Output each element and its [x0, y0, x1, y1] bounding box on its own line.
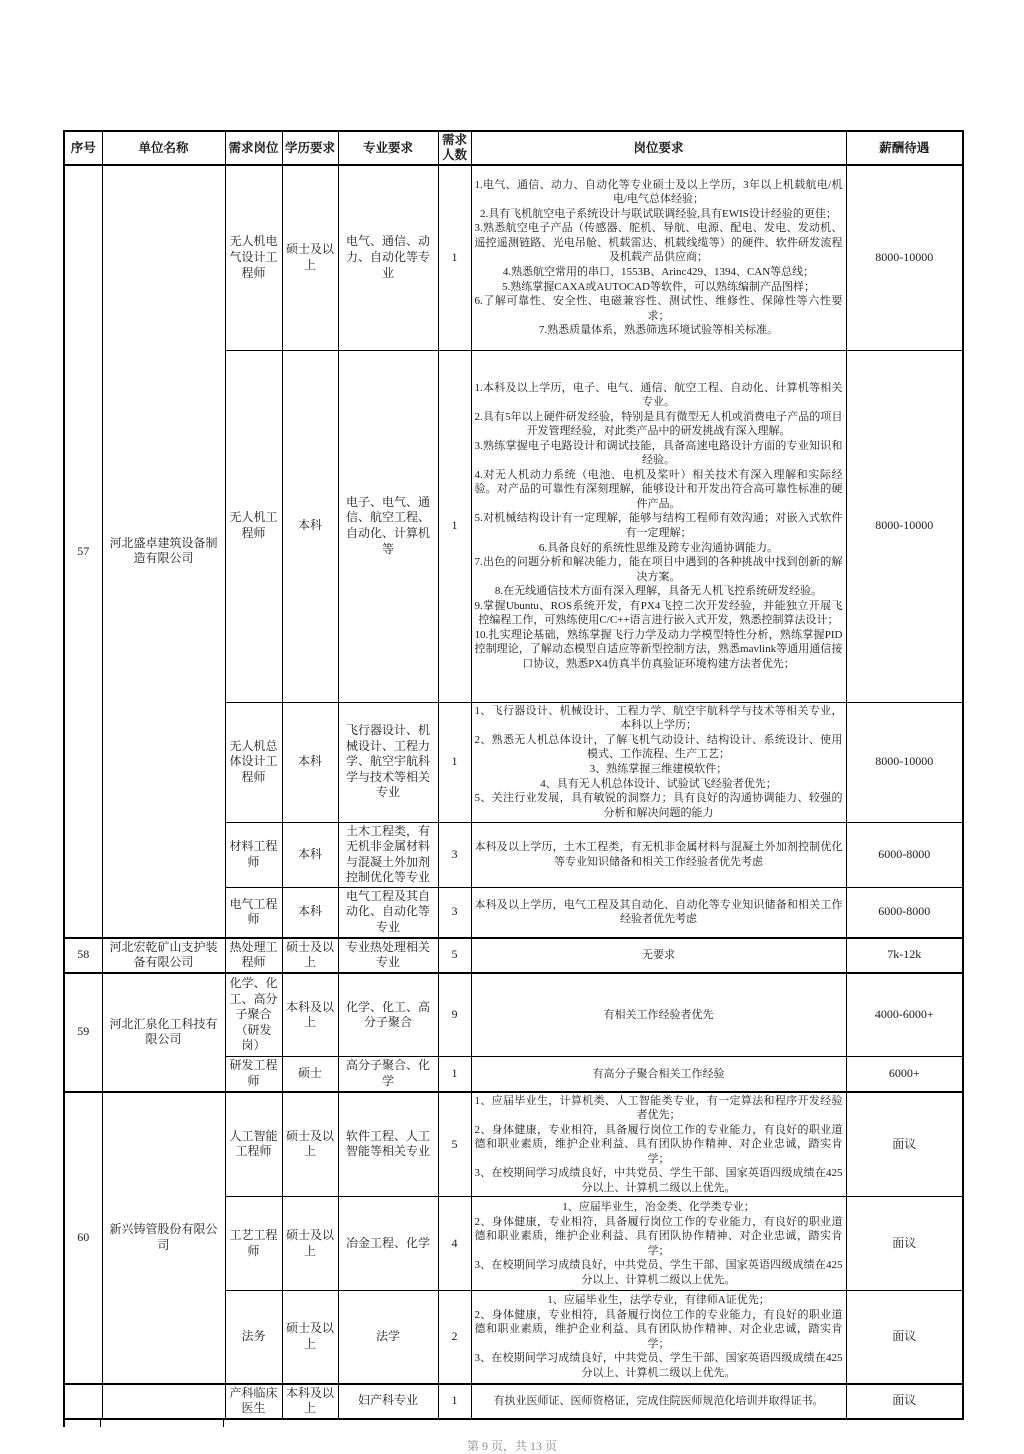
requirement-paragraph: 2、身体健康，专业相符，具备履行岗位工作的专业能力，有良好的职业道德和职业素质，维护企业利益、具有团队协作精神、对企业忠诚，踏实肯学；	[474, 1215, 843, 1257]
major-cell: 专业热处理相关专业	[338, 938, 438, 973]
requirement-paragraph: 4、具有无人机总体设计、试验试飞经验者优先；	[540, 777, 777, 790]
requirement-paragraph: 5.熟练掌握CAXA或AUTOCAD等软件，可以熟练编制产品图样；	[502, 280, 815, 293]
requirements-cell	[471, 350, 846, 702]
company-number-cell	[64, 1384, 102, 1419]
requirement-paragraph: 4.熟悉航空常用的串口、1553B、Arinc429、1394、CAN等总线；	[502, 266, 815, 278]
requirements-cell	[471, 165, 846, 350]
requirements-cell	[471, 1197, 846, 1291]
company-name-cell: 河北宏乾矿山支护装备有限公司	[102, 938, 225, 973]
major-cell: 土木工程类，有无机非金属材料与混凝土外加剂控制优化等专业	[338, 822, 438, 887]
headcount-cell: 5	[438, 938, 471, 973]
major-cell: 法学	[338, 1291, 438, 1384]
headcount-cell: 1	[438, 350, 471, 702]
position-row	[64, 973, 963, 1057]
education-cell: 本科及以上	[282, 973, 338, 1057]
requirements-cell	[471, 1057, 846, 1092]
requirement-paragraph: 6.了解可靠性、安全性、电磁兼容性、测试性、维修性、保障性等六性要求；	[474, 295, 843, 322]
salary-cell: 8000-10000	[846, 702, 963, 822]
position-row	[64, 1384, 963, 1419]
header-cell: 需求人数	[438, 131, 471, 165]
requirement-paragraph: 10.扎实理论基础，熟练掌握飞行力学及动力学模型特性分析，熟练掌握PID控制理论，了解动态模型自适应等新型控制方法，熟悉mavlink等通用通信接口协议，熟悉PX4仿真半仿真验证环境构建方法者优先；	[474, 628, 843, 670]
headcount-cell: 9	[438, 973, 471, 1057]
requirements-cell	[471, 822, 846, 887]
requirement-paragraph: 2、熟悉无人机总体设计，了解飞机气动设计、结构设计、系统设计、使用模式、工作流程、生产工艺；	[474, 733, 843, 761]
page-footer: 第 9 页，共 13 页	[466, 1439, 557, 1453]
position-title-cell: 无人机电气设计工程师	[225, 165, 282, 350]
table-continuation	[63, 1420, 962, 1429]
headcount-cell: 1	[438, 1057, 471, 1092]
company-number-cell: 60	[64, 1092, 102, 1384]
education-cell: 硕士及以上	[282, 1291, 338, 1384]
requirements-cell	[471, 1384, 846, 1419]
requirements-cell	[471, 1092, 846, 1197]
company-number-cell: 58	[64, 938, 102, 973]
requirement-paragraph: 有相关工作经验者优先	[603, 1008, 714, 1021]
salary-cell: 8000-10000	[846, 350, 963, 702]
salary-cell: 面议	[846, 1291, 963, 1384]
education-cell: 本科	[282, 822, 338, 887]
position-row	[64, 938, 963, 973]
requirement-paragraph: 3、在校期间学习成绩良好，中共党员、学生干部、国家英语四级成绩在425分以上、计算机二级以上优先。	[474, 1167, 843, 1194]
company-name-cell: 河北盛卓建筑设备制造有限公司	[102, 165, 225, 938]
requirement-paragraph: 9.掌握Ubuntu、ROS系统开发，有PX4飞控二次开发经验，并能独立开展飞控编程工作，可熟练使用C/C++语言进行嵌入式开发，熟悉控制算法设计；	[474, 599, 843, 627]
requirement-paragraph: 4.对无人机动力系统（电池、电机及桨叶）相关技术有深入理解和实际经验。对产品的可靠性有深刻理解，能够设计和开发出符合高可靠性标准的硬件产品。	[474, 468, 843, 510]
major-cell: 妇产科专业	[338, 1384, 438, 1419]
salary-cell: 6000-8000	[846, 822, 963, 887]
requirement-paragraph: 2、身体健康，专业相符，具备履行岗位工作的专业能力，有良好的职业道德和职业素质，维护企业利益、具有团队协作精神、对企业忠诚，踏实肯学；	[474, 1123, 843, 1165]
requirement-paragraph: 1、飞行器设计、机械设计、工程力学、航空宇航科学与技术等相关专业，本科以上学历；	[474, 704, 843, 732]
header-cell: 学历要求	[282, 131, 338, 165]
requirement-paragraph: 7.出色的问题分析和解决能力，能在项目中遇到的各种挑战中找到创新的解决方案。	[474, 556, 843, 583]
requirement-paragraph: 2.具有飞机航空电子系统设计与联试联调经验,具有EWIS设计经验的更佳；	[480, 207, 837, 220]
education-cell: 硕士及以上	[282, 165, 338, 350]
education-cell: 本科	[282, 887, 338, 937]
salary-cell: 面议	[846, 1092, 963, 1197]
requirement-paragraph: 2、身体健康，专业相符，具备履行岗位工作的专业能力，有良好的职业道德和职业素质，维护企业利益、具有团队协作精神、对企业忠诚，踏实肯学；	[474, 1308, 843, 1350]
education-cell: 本科及以上	[282, 1384, 338, 1419]
requirement-paragraph: 6.具备良好的系统性思维及跨专业沟通协调能力。	[538, 541, 779, 554]
education-cell: 本科	[282, 350, 338, 702]
requirement-paragraph: 1.电气、通信、动力、自动化等专业硕士及以上学历，3年以上机载航电/机电/电气总体经验；	[474, 178, 843, 206]
requirement-paragraph: 8.在无线通信技术方面有深入理解，具备无人机飞控系统研发经验。	[494, 585, 823, 598]
salary-cell: 面议	[846, 1384, 963, 1419]
requirements-cell	[471, 702, 846, 822]
position-title-cell: 研发工程师	[225, 1057, 282, 1092]
header-cell: 专业要求	[338, 131, 438, 165]
position-row	[64, 1092, 963, 1197]
education-cell: 硕士及以上	[282, 938, 338, 973]
salary-cell: 4000-6000+	[846, 973, 963, 1057]
requirement-paragraph: 7.熟悉质量体系，熟悉筛选环境试验等相关标准。	[538, 324, 779, 337]
salary-cell: 6000+	[846, 1057, 963, 1092]
headcount-cell: 3	[438, 822, 471, 887]
company-name-cell: 河北汇泉化工科技有限公司	[102, 973, 225, 1092]
position-title-cell: 热处理工程师	[225, 938, 282, 973]
requirement-paragraph: 1、应届毕业生，法学专业，有律师A证优先；	[547, 1294, 770, 1307]
requirement-paragraph: 5、关注行业发展，具有敏锐的洞察力；具有良好的沟通协调能力、较强的分析和解决问题的能力	[474, 792, 843, 819]
table-continuation-line	[223, 1420, 224, 1427]
requirement-paragraph: 2.具有5年以上硬件研发经验，特别是具有微型无人机或消费电子产品的项目开发管理经验，对此类产品中的研发挑战有深入理解。	[474, 410, 843, 438]
headcount-cell: 1	[438, 165, 471, 350]
requirement-paragraph: 本科及以上学历，电气工程及其自动化、自动化等专业知识储备和相关工作经验者优先考虑	[474, 898, 843, 926]
header-cell: 单位名称	[102, 131, 225, 165]
requirements-cell	[471, 938, 846, 973]
headcount-cell: 1	[438, 702, 471, 822]
company-name-cell	[102, 1384, 225, 1419]
headcount-cell: 3	[438, 887, 471, 937]
position-title-cell: 工艺工程师	[225, 1197, 282, 1291]
position-title-cell: 无人机总体设计工程师	[225, 702, 282, 822]
major-cell: 化学、化工、高分子聚合	[338, 973, 438, 1057]
requirement-paragraph: 1.本科及以上学历，电子、电气、通信、航空工程、自动化、计算机等相关专业。	[474, 381, 843, 409]
requirements-cell	[471, 973, 846, 1057]
salary-cell: 6000-8000	[846, 887, 963, 937]
major-cell: 飞行器设计、机械设计、工程力学、航空宇航科学与技术等相关专业	[338, 702, 438, 822]
company-number-cell: 59	[64, 973, 102, 1092]
requirement-paragraph: 有高分子聚合相关工作经验	[592, 1067, 725, 1080]
headcount-cell: 2	[438, 1291, 471, 1384]
requirement-paragraph: 有执业医师证、医师资格证，完成住院医师规范化培训并取得证书。	[493, 1394, 824, 1407]
position-title-cell: 人工智能工程师	[225, 1092, 282, 1197]
header-cell: 需求岗位	[225, 131, 282, 165]
header-cell: 序号	[64, 131, 102, 165]
requirement-paragraph: 5.对机械结构设计有一定理解，能够与结构工程师有效沟通；对嵌入式软件有一定理解；	[474, 512, 843, 539]
table-continuation-line	[100, 1420, 101, 1427]
requirement-paragraph: 3、在校期间学习成绩良好，中共党员、学生干部、国家英语四级成绩在425分以上、计算机二级以上优先。	[474, 1352, 843, 1379]
requirement-paragraph: 3.熟悉航空电子产品（传感器、舵机、导航、电源、配电、发电、发动机、遥控遥测链路、光电吊舱、机载雷达、机载线缆等）的硬件、软件研发流程及机载产品供应商；	[474, 222, 843, 264]
salary-cell: 面议	[846, 1197, 963, 1291]
major-cell: 软件工程、人工智能等相关专业	[338, 1092, 438, 1197]
major-cell: 电气、通信、动力、自动化等专业	[338, 165, 438, 350]
recruitment-table	[63, 130, 964, 1420]
requirement-paragraph: 无要求	[642, 948, 675, 961]
major-cell: 电气工程及其自动化、自动化等专业	[338, 887, 438, 937]
requirements-cell	[471, 1291, 846, 1384]
requirement-paragraph: 1、应届毕业生，计算机类、人工智能类专业，有一定算法和程序开发经验者优先；	[474, 1094, 843, 1122]
company-number-cell: 57	[64, 165, 102, 938]
position-title-cell: 电气工程师	[225, 887, 282, 937]
position-title-cell: 法务	[225, 1291, 282, 1384]
headcount-cell: 5	[438, 1092, 471, 1197]
education-cell: 硕士及以上	[282, 1092, 338, 1197]
headcount-cell: 1	[438, 1384, 471, 1419]
requirement-paragraph: 本科及以上学历，土木工程类，有无机非金属材料与混凝土外加剂控制优化等专业知识储备和相关工作经验者优先考虑	[474, 841, 843, 868]
position-row	[64, 165, 963, 350]
requirement-paragraph: 1、应届毕业生，冶金类、化学类专业；	[562, 1201, 755, 1214]
salary-cell: 7k-12k	[846, 938, 963, 973]
requirements-cell	[471, 887, 846, 937]
header-cell: 岗位要求	[471, 131, 846, 165]
position-title-cell: 化学、化工、高分子聚合（研发岗）	[225, 973, 282, 1057]
position-title-cell: 无人机工程师	[225, 350, 282, 702]
education-cell: 硕士	[282, 1057, 338, 1092]
requirement-paragraph: 3.熟练掌握电子电路设计和调试技能，具备高速电路设计方面的专业知识和经验。	[474, 439, 843, 467]
position-title-cell: 材料工程师	[225, 822, 282, 887]
education-cell: 硕士及以上	[282, 1197, 338, 1291]
requirement-paragraph: 3、在校期间学习成绩良好，中共党员、学生干部、国家英语四级成绩在425分以上、计算机二级以上优先。	[474, 1259, 843, 1286]
table-continuation-line	[63, 1420, 65, 1427]
headcount-cell: 4	[438, 1197, 471, 1291]
salary-cell: 8000-10000	[846, 165, 963, 350]
position-title-cell: 产科临床医生	[225, 1384, 282, 1419]
major-cell: 电子、电气、通信、航空工程、自动化、计算机等	[338, 350, 438, 702]
requirement-paragraph: 3、熟练掌握三维建模软件；	[589, 763, 728, 775]
major-cell: 高分子聚合、化学	[338, 1057, 438, 1092]
education-cell: 本科	[282, 702, 338, 822]
major-cell: 冶金工程、化学	[338, 1197, 438, 1291]
company-name-cell: 新兴铸管股份有限公司	[102, 1092, 225, 1384]
header-row	[64, 131, 963, 165]
recruitment-table-wrap	[63, 130, 962, 1429]
header-cell: 薪酬待遇	[846, 131, 963, 165]
